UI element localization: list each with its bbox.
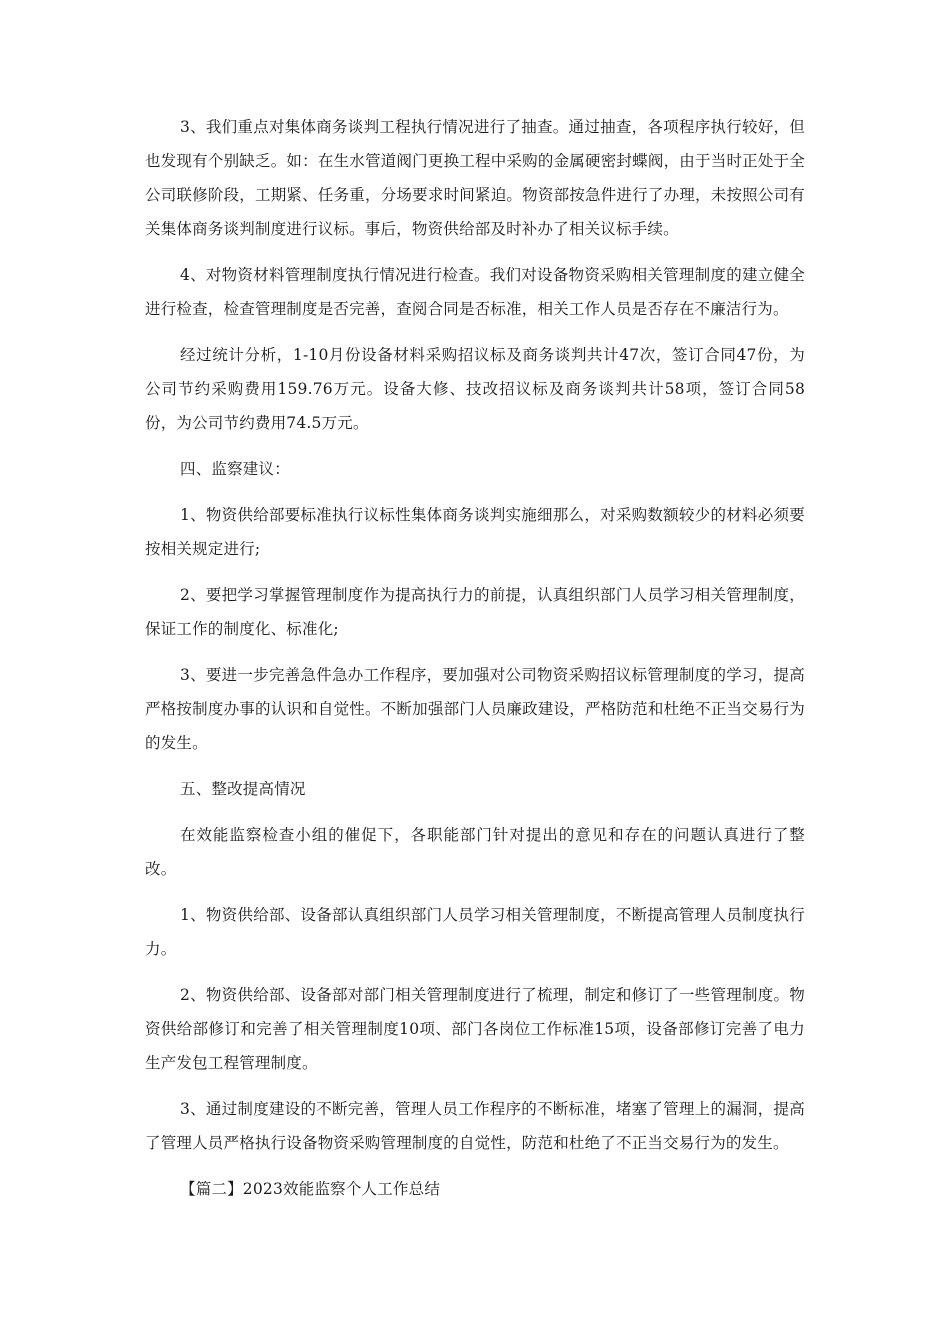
paragraph-inspection-item-4: 4、对物资材料管理制度执行情况进行检查。我们对设备物资采购相关管理制度的建立健全进行检查，检查管理制度是否完善，查阅合同是否标准，相关工作人员是否存在不廉洁行为。 <box>145 266 805 318</box>
section-heading-rectification: 五、整改提高情况 <box>180 780 306 798</box>
paragraph-suggestion-3: 3、要进一步完善急件急办工作程序，要加强对公司物资采购招议标管理制度的学习，提高严格按制度办事的认识和自觉性。不断加强部门人员廉政建设，严格防范和杜绝不正当交易行为的发生。 <box>145 666 805 752</box>
paragraph-rectification-3: 3、通过制度建设的不断完善，管理人员工作程序的不断标准，堵塞了管理上的漏洞，提高了管理人员严格执行设备物资采购管理制度的自觉性，防范和杜绝了不正当交易行为的发生。 <box>145 1100 805 1152</box>
paragraph-rectification-1: 1、物资供给部、设备部认真组织部门人员学习相关管理制度，不断提高管理人员制度执行力。 <box>145 906 805 958</box>
paragraph-suggestion-1: 1、物资供给部要标准执行议标性集体商务谈判实施细那么，对采购数额较少的材料必须要按相关规定进行; <box>145 506 805 558</box>
section-heading-suggestions: 四、监察建议： <box>180 460 290 478</box>
paragraph-suggestion-2: 2、要把学习掌握管理制度作为提高执行力的前提，认真组织部门人员学习相关管理制度，保证工作的制度化、标准化; <box>145 586 805 638</box>
document-body <box>145 110 805 1218</box>
paragraph-inspection-item-3: 3、我们重点对集体商务谈判工程执行情况进行了抽查。通过抽查，各项程序执行较好，但也发现有个别缺乏。如：在生水管道阀门更换工程中采购的金属硬密封蝶阀，由于当时正处于全公司联修阶段，工期紧、任务重，分场要求时间紧迫。物资部按急件进行了办理，未按照公司有关集体商务谈判制度进行议标。事后，物资供给部及时补办了相关议标手续。 <box>145 118 805 238</box>
paragraph-rectification-2: 2、物资供给部、设备部对部门相关管理制度进行了梳理，制定和修订了一些管理制度。物资供给部修订和完善了相关管理制度10项、部门各岗位工作标准15项，设备部修订完善了电力生产发包工程管理制度。 <box>145 986 805 1072</box>
section-heading-part-two: 【篇二】2023效能监察个人工作总结 <box>180 1180 441 1198</box>
paragraph-rectification-intro: 在效能监察检查小组的催促下，各职能部门针对提出的意见和存在的问题认真进行了整改。 <box>145 826 805 878</box>
paragraph-statistics: 经过统计分析，1-10月份设备材料采购招议标及商务谈判共计47次，签订合同47份，为公司节约采购费用159.76万元。设备大修、技改招议标及商务谈判共计58项，签订合同58份，为公司节约费用74.5万元。 <box>145 346 805 432</box>
